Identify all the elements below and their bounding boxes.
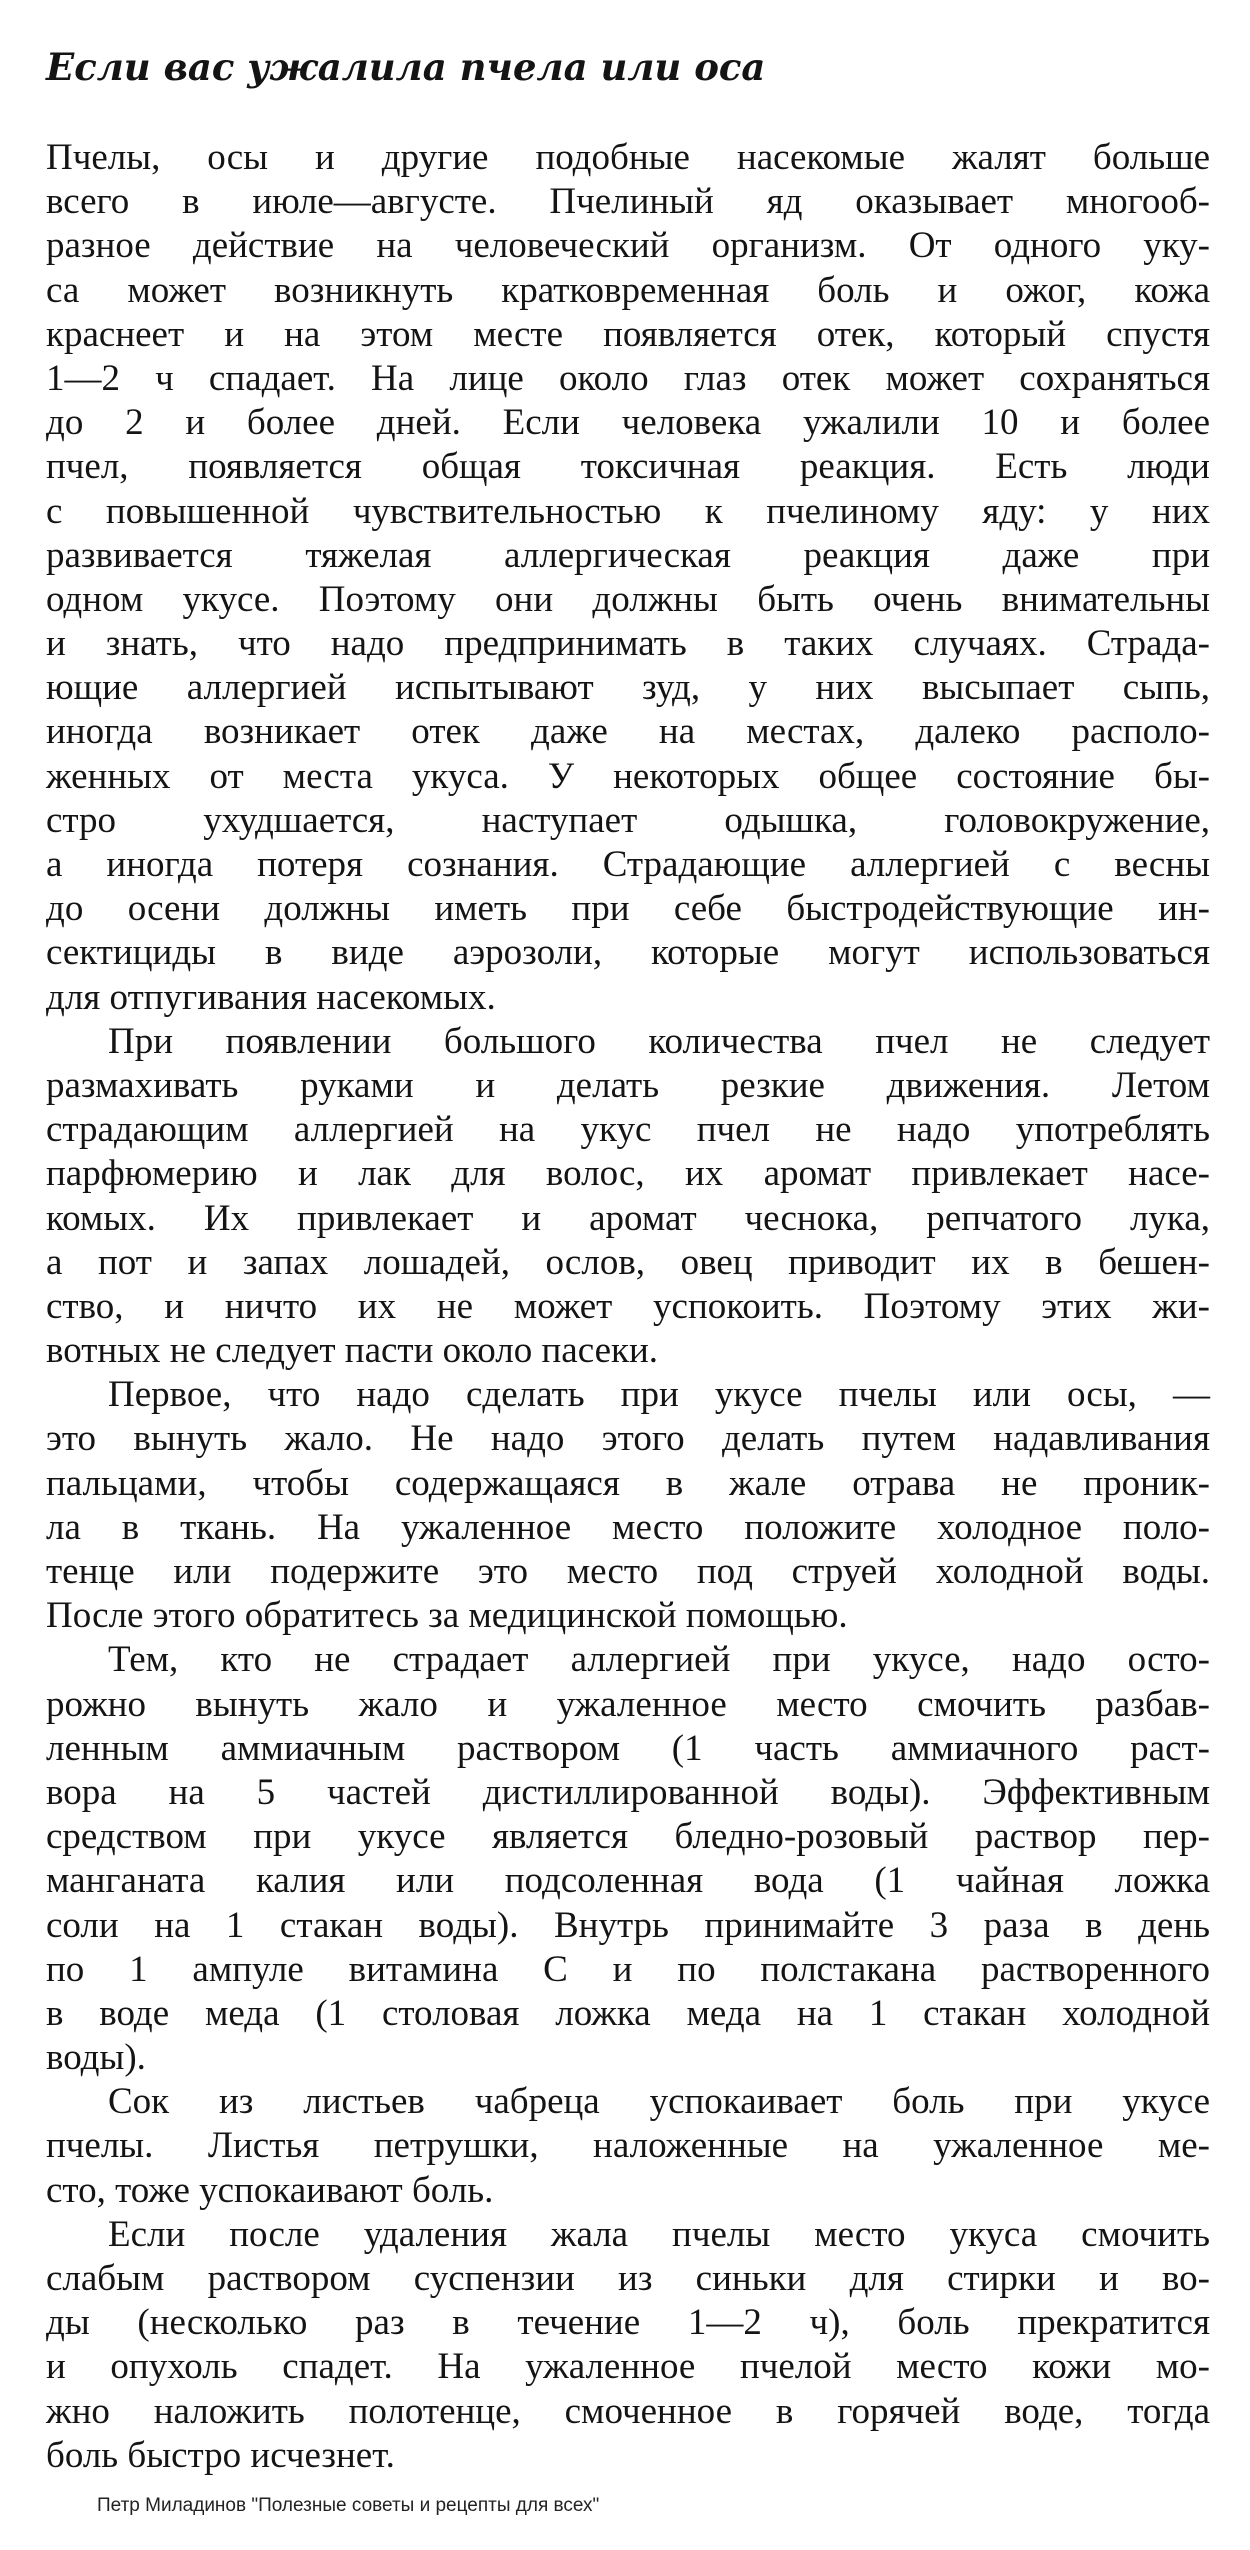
text-line: пчел, появляется общая токсичная реакция. Есть люди [46, 446, 1210, 488]
text-line: ленным аммиачным раствором (1 часть аммиачного раст- [46, 1727, 1210, 1769]
paragraph [46, 1020, 1210, 1374]
text-line: пчелы. Листья петрушки, наложенные на ужаленное ме- [46, 2125, 1210, 2167]
source-caption: Петр Миладинов "Полезные советы и рецепты для всех" [97, 2495, 600, 2516]
text-line: страдающим аллергией на укус пчел не надо употреблять [46, 1109, 1210, 1151]
text-line: 1—2 ч спадает. На лице около глаз отек может сохраняться [46, 357, 1210, 399]
text-line: После этого обратитесь за медицинской помощью. [46, 1595, 848, 1637]
text-line: средством при укусе является бледно-розовый раствор пер- [46, 1816, 1210, 1858]
text-line: воды). [46, 2037, 146, 2079]
text-line: Сок из листьев чабреца успокаивает боль при укусе [108, 2081, 1210, 2123]
paragraph [46, 1373, 1210, 1638]
text-line: краснеет и на этом месте появляется отек, который спустя [46, 313, 1210, 355]
text-line: до 2 и более дней. Если человека ужалили 10 и более [46, 402, 1210, 444]
text-line: для отпугивания насекомых. [46, 976, 496, 1018]
text-line: ство, и ничто их не может успокоить. Поэтому этих жи- [46, 1285, 1210, 1327]
text-line: в воде меда (1 столовая ложка меда на 1 стакан холодной [46, 1992, 1210, 2034]
text-line: Пчелы, осы и другие подобные насекомые жалят больше [46, 137, 1210, 178]
text-line: развивается тяжелая аллергическая реакция даже при [46, 534, 1210, 576]
text-line: это вынуть жало. Не надо этого делать путем надавливания [46, 1418, 1210, 1460]
text-line: парфюмерию и лак для волос, их аромат привлекает насе- [46, 1153, 1210, 1195]
text-line: са может возникнуть кратковременная боль и ожог, кожа [46, 269, 1210, 311]
text-line: женных от места укуса. У некоторых общее состояние бы- [46, 755, 1210, 797]
text-line: а пот и запах лошадей, ослов, овец приводит их в бешен- [46, 1241, 1210, 1283]
text-line: размахивать руками и делать резкие движения. Летом [46, 1064, 1210, 1106]
text-line: всего в июле—августе. Пчелиный яд оказывает многооб- [46, 181, 1210, 223]
text-line: по 1 ампуле витамина С и по полстакана растворенного [46, 1948, 1210, 1990]
text-line: разное действие на человеческий организм. От одного уку- [46, 225, 1210, 267]
text-line: пальцами, чтобы содержащаяся в жале отрава не проник- [46, 1462, 1210, 1504]
text-line: сто, тоже успокаивают боль. [46, 2169, 494, 2211]
text-line: вора на 5 частей дистиллированной воды). Эффективным [46, 1771, 1210, 1813]
text-line: стро ухудшается, наступает одышка, головокружение, [46, 799, 1210, 841]
text-line: Первое, что надо сделать при укусе пчелы или осы, — [108, 1374, 1210, 1416]
paragraph [46, 136, 1210, 1020]
article-title: Если вас ужалила пчела или оса [46, 45, 766, 89]
text-line: и знать, что надо предпринимать в таких случаях. Страда- [46, 623, 1210, 665]
text-line: жно наложить полотенце, смоченное в горячей воде, тогда [46, 2390, 1210, 2432]
article-body [46, 136, 1210, 2478]
text-line: Если после удаления жала пчелы место укуса смочить [108, 2213, 1210, 2255]
text-line: с повышенной чувствительностью к пчелиному яду: у них [46, 490, 1210, 532]
text-line: одном укусе. Поэтому они должны быть очень внимательны [46, 578, 1210, 620]
text-line: манганата калия или подсоленная вода (1 чайная ложка [46, 1860, 1210, 1902]
text-line: При появлении большого количества пчел не следует [108, 1020, 1210, 1062]
text-line: слабым раствором суспензии из синьки для стирки и во- [46, 2258, 1210, 2299]
text-line: Тем, кто не страдает аллергией при укусе, надо осто- [108, 1639, 1210, 1681]
text-line: ды (несколько раз в течение 1—2 ч), боль прекратится [46, 2302, 1210, 2344]
text-line: боль быстро исчезнет. [46, 2434, 395, 2476]
paragraph [46, 1638, 1210, 2080]
text-line: комых. Их привлекает и аромат чеснока, репчатого лука, [46, 1197, 1210, 1239]
text-line: и опухоль спадет. На ужаленное пчелой место кожи мо- [46, 2346, 1210, 2388]
text-line: ла в ткань. На ужаленное место положите холодное поло- [46, 1506, 1210, 1548]
text-line: вотных не следует пасти около пасеки. [46, 1330, 659, 1372]
text-line: тенце или подержите это место под струей холодной воды. [46, 1551, 1210, 1592]
text-line: рожно вынуть жало и ужаленное место смочить разбав- [46, 1683, 1210, 1725]
paragraph [46, 2080, 1210, 2213]
text-line: сектициды в виде аэрозоли, которые могут использоваться [46, 932, 1210, 974]
text-line: ющие аллергией испытывают зуд, у них высыпает сыпь, [46, 667, 1210, 709]
paragraph [46, 2213, 1210, 2478]
text-line: до осени должны иметь при себе быстродействующие ин- [46, 888, 1210, 930]
text-line: соли на 1 стакан воды). Внутрь принимайте 3 раза в день [46, 1904, 1210, 1946]
text-line: иногда возникает отек даже на местах, далеко располо- [46, 711, 1210, 753]
text-line: а иногда потеря сознания. Страдающие аллергией с весны [46, 844, 1210, 885]
